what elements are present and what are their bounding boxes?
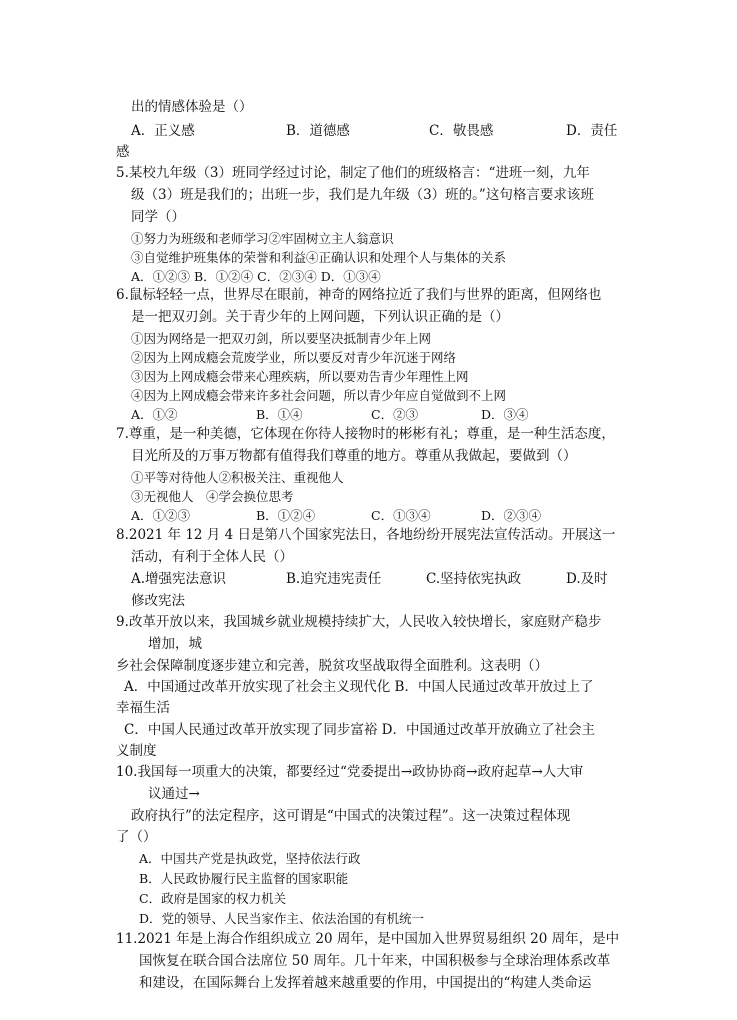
text-line: 幸福生活 (116, 700, 170, 716)
text-line: 和建设，在国际舞台上发挥着越来越重要的作用，中国提出的“构建人类命运 (139, 975, 592, 991)
text-line: C.坚持依宪执政 (426, 571, 522, 587)
text-line: C．敬畏感 (429, 123, 494, 139)
text-line: 同学（） (131, 209, 185, 225)
text-line: C．政府是国家的权力机关 (139, 891, 287, 906)
text-line: 国恢复在联合国合法席位 50 周年。几十年来，中国积极参与全球治理体系改革 (139, 953, 611, 969)
text-line: 7.尊重，是一种美德，它体现在你待人接物时的彬彬有礼；尊重，是一种生活态度， (116, 426, 615, 442)
text-line: 增加，城 (148, 636, 202, 652)
text-line: ③自觉维护班集体的荣誉和利益④正确认识和处理个人与集体的关系 (131, 250, 507, 265)
text-line: A．正义感 (131, 123, 195, 139)
text-line: 是一把双刃剑。关于青少年的上网问题，下列认识正确的是（） (131, 309, 509, 325)
text-line: 修改宪法 (131, 593, 185, 609)
text-line: 出的情感体验是（） (131, 99, 253, 115)
text-line: D．③④ (481, 407, 529, 422)
text-line: B．①②④ (256, 508, 316, 523)
text-line: B．道德感 (286, 123, 350, 139)
text-line: 活动，有利于全体人民（） (131, 549, 293, 565)
text-line: A．①②③ (131, 508, 191, 523)
text-line: 目光所及的万事万物都有值得我们尊重的地方。尊重从我做起，要做到（） (131, 448, 577, 464)
text-line: 11.2021 年是上海合作组织成立 20 周年，是中国加入世界贸易组织 20 周年，是中 (116, 931, 620, 947)
text-line: C．②③ (371, 407, 419, 422)
text-line: 义制度 (116, 743, 157, 759)
text-line: 6.鼠标轻轻一点，世界尽在眼前，神奇的网络拉近了我们与世界的距离，但网络也 (116, 287, 602, 303)
text-line: 议通过→ (148, 786, 200, 802)
text-line: D．责任 (566, 123, 618, 139)
text-line: B．①④ (256, 407, 303, 422)
text-line: 感 (116, 144, 130, 160)
text-line: ④因为上网成瘾会带来许多社会问题，所以青少年应自觉做到不上网 (131, 388, 507, 403)
text-line: 乡社会保障制度逐步建立和完善，脱贫攻坚战取得全面胜利。这表明（） (116, 658, 548, 674)
text-line: C．中国人民通过改革开放实现了同步富裕 D．中国通过改革开放确立了社会主 (124, 722, 595, 738)
text-line: ②因为上网成瘾会荒废学业，所以要反对青少年沉迷于网络 (131, 350, 457, 365)
text-line: A．中国通过改革开放实现了社会主义现代化 B．中国人民通过改革开放过上了 (124, 679, 594, 695)
text-line: A.增强宪法意识 (131, 571, 227, 587)
text-line: D．党的领导、人民当家作主、依法治国的有机统一 (139, 911, 425, 926)
text-line: A．①② (131, 407, 178, 422)
text-line: ③无视他人 ④学会换位思考 (131, 489, 294, 504)
text-line: ①因为网络是一把双刃剑，所以要坚决抵制青少年上网 (131, 331, 432, 346)
text-line: 政府执行”的法定程序，这可谓是“中国式的决策过程”。这一决策过程体现 (131, 808, 571, 824)
text-line: 8.2021 年 12 月 4 日是第八个国家宪法日，各地纷纷开展宪法宣传活动。开展这一 (116, 527, 616, 543)
text-line: 9.改革开放以来，我国城乡就业规模持续扩大，人民收入较快增长，家庭财产稳步 (116, 614, 602, 630)
text-line: 5.某校九年级（3）班同学经过讨论，制定了他们的班级格言：“进班一刻，九年 (116, 165, 590, 181)
text-line: 级（3）班是我们的；出班一步，我们是九年级（3）班的。”这句格言要求该班 (131, 187, 594, 203)
text-line: 10.我国每一项重大的决策，都要经过“党委提出→政协协商→政府起草→人大审 (116, 764, 584, 780)
text-line: C．①③④ (371, 508, 431, 523)
text-line: D．②③④ (481, 508, 542, 523)
text-line: 了（） (116, 829, 157, 845)
text-line: A．①②③ B．①②④ C．②③④ D．①③④ (131, 269, 381, 284)
text-line: B.追究违宪责任 (286, 571, 382, 587)
text-line: ①努力为班级和老师学习②牢固树立主人翁意识 (131, 231, 394, 246)
text-line: ③因为上网成瘾会带来心理疾病，所以要劝告青少年理性上网 (131, 369, 469, 384)
text-line: A．中国共产党是执政党，坚持依法行政 (139, 851, 361, 866)
text-line: D.及时 (566, 571, 608, 587)
text-line: B．人民政协履行民主监督的国家职能 (139, 871, 349, 886)
text-line: ①平等对待他人②积极关注、重视他人 (131, 470, 344, 485)
